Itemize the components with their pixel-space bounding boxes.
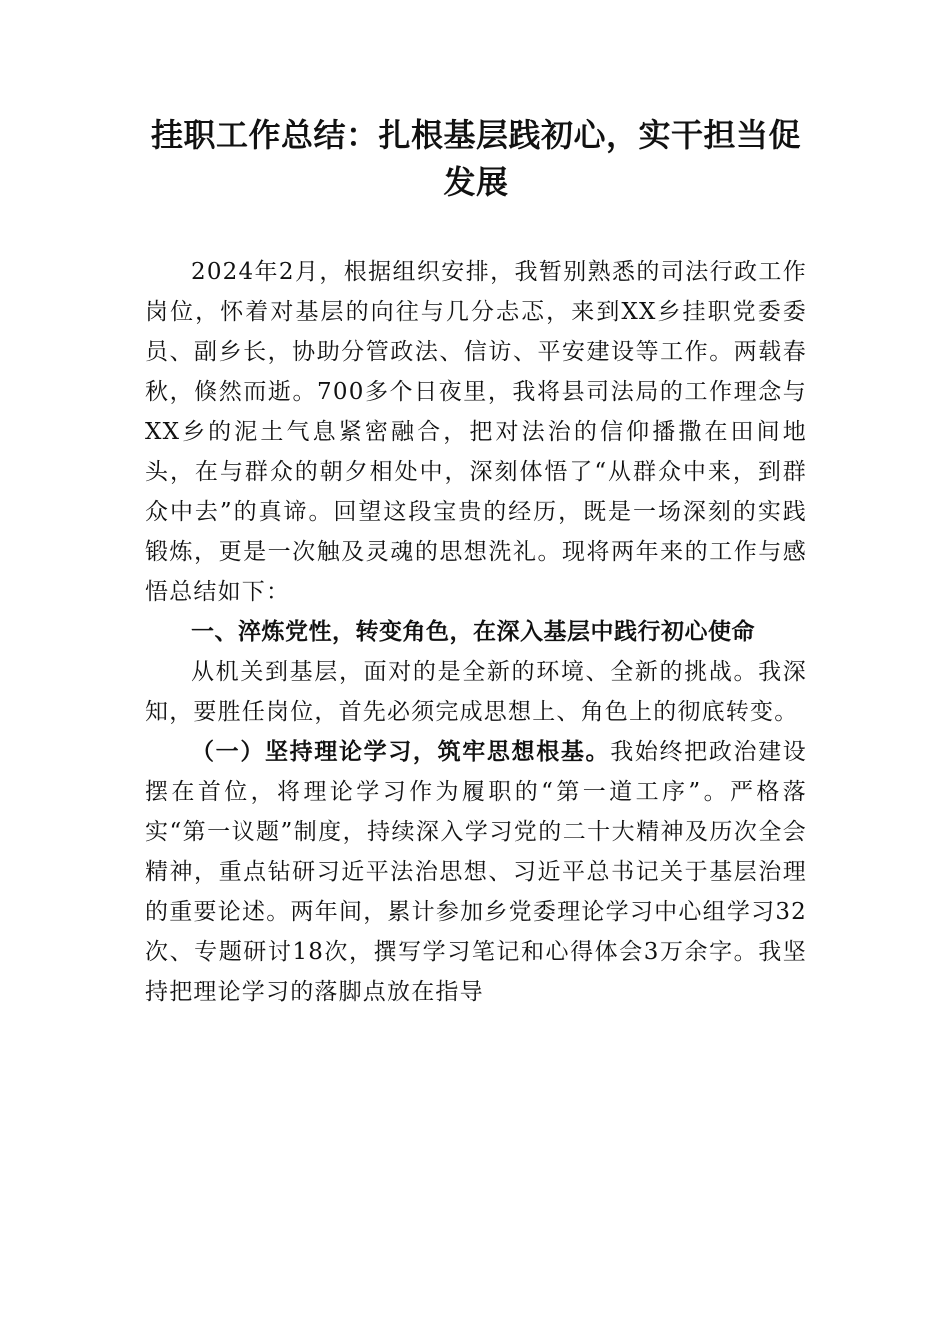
section-1-sub-1-text: 我始终把政治建设摆在首位，将理论学习作为履职的“第一道工序”。严格落实“第一议题”制度，持续深入学习党的二十大精神及历次全会精神，重点钻研习近平法治思想、习近平总书记关于基层治理的重要论述。两年间，累计参加乡党委理论学习中心组学习32次、专题研讨18次，撰写学习笔记和心得体会3万余字。我坚持把理论学习的落脚点放在指导 [145,739,807,1005]
document-title: 挂职工作总结：扎根基层践初心，实干担当促发展 [150,116,801,201]
section-1-sub-1-paragraph [145,732,807,1012]
section-1-intro: 从机关到基层，面对的是全新的环境、全新的挑战。我深知，要胜任岗位，首先必须完成思想上、角色上的彻底转变。 [145,659,807,725]
section-1-sub-1-lead: （一）坚持理论学习，筑牢思想根基。 [191,738,611,765]
section-1-heading: 一、淬炼党性，转变角色，在深入基层中践行初心使命 [191,619,755,645]
document-body [145,252,807,1012]
intro-paragraph: 2024年2月，根据组织安排，我暂别熟悉的司法行政工作岗位，怀着对基层的向往与几分忐忑，来到XX乡挂职党委委员、副乡长，协助分管政法、信访、平安建设等工作。两载春秋，倏然而逝。700多个日夜里，我将县司法局的工作理念与XX乡的泥土气息紧密融合，把对法治的信仰播撒在田间地头，在与群众的朝夕相处中，深刻体悟了“从群众中来，到群众中去”的真谛。回望这段宝贵的经历，既是一场深刻的实践锻炼，更是一次触及灵魂的思想洗礼。现将两年来的工作与感悟总结如下： [145,259,807,605]
